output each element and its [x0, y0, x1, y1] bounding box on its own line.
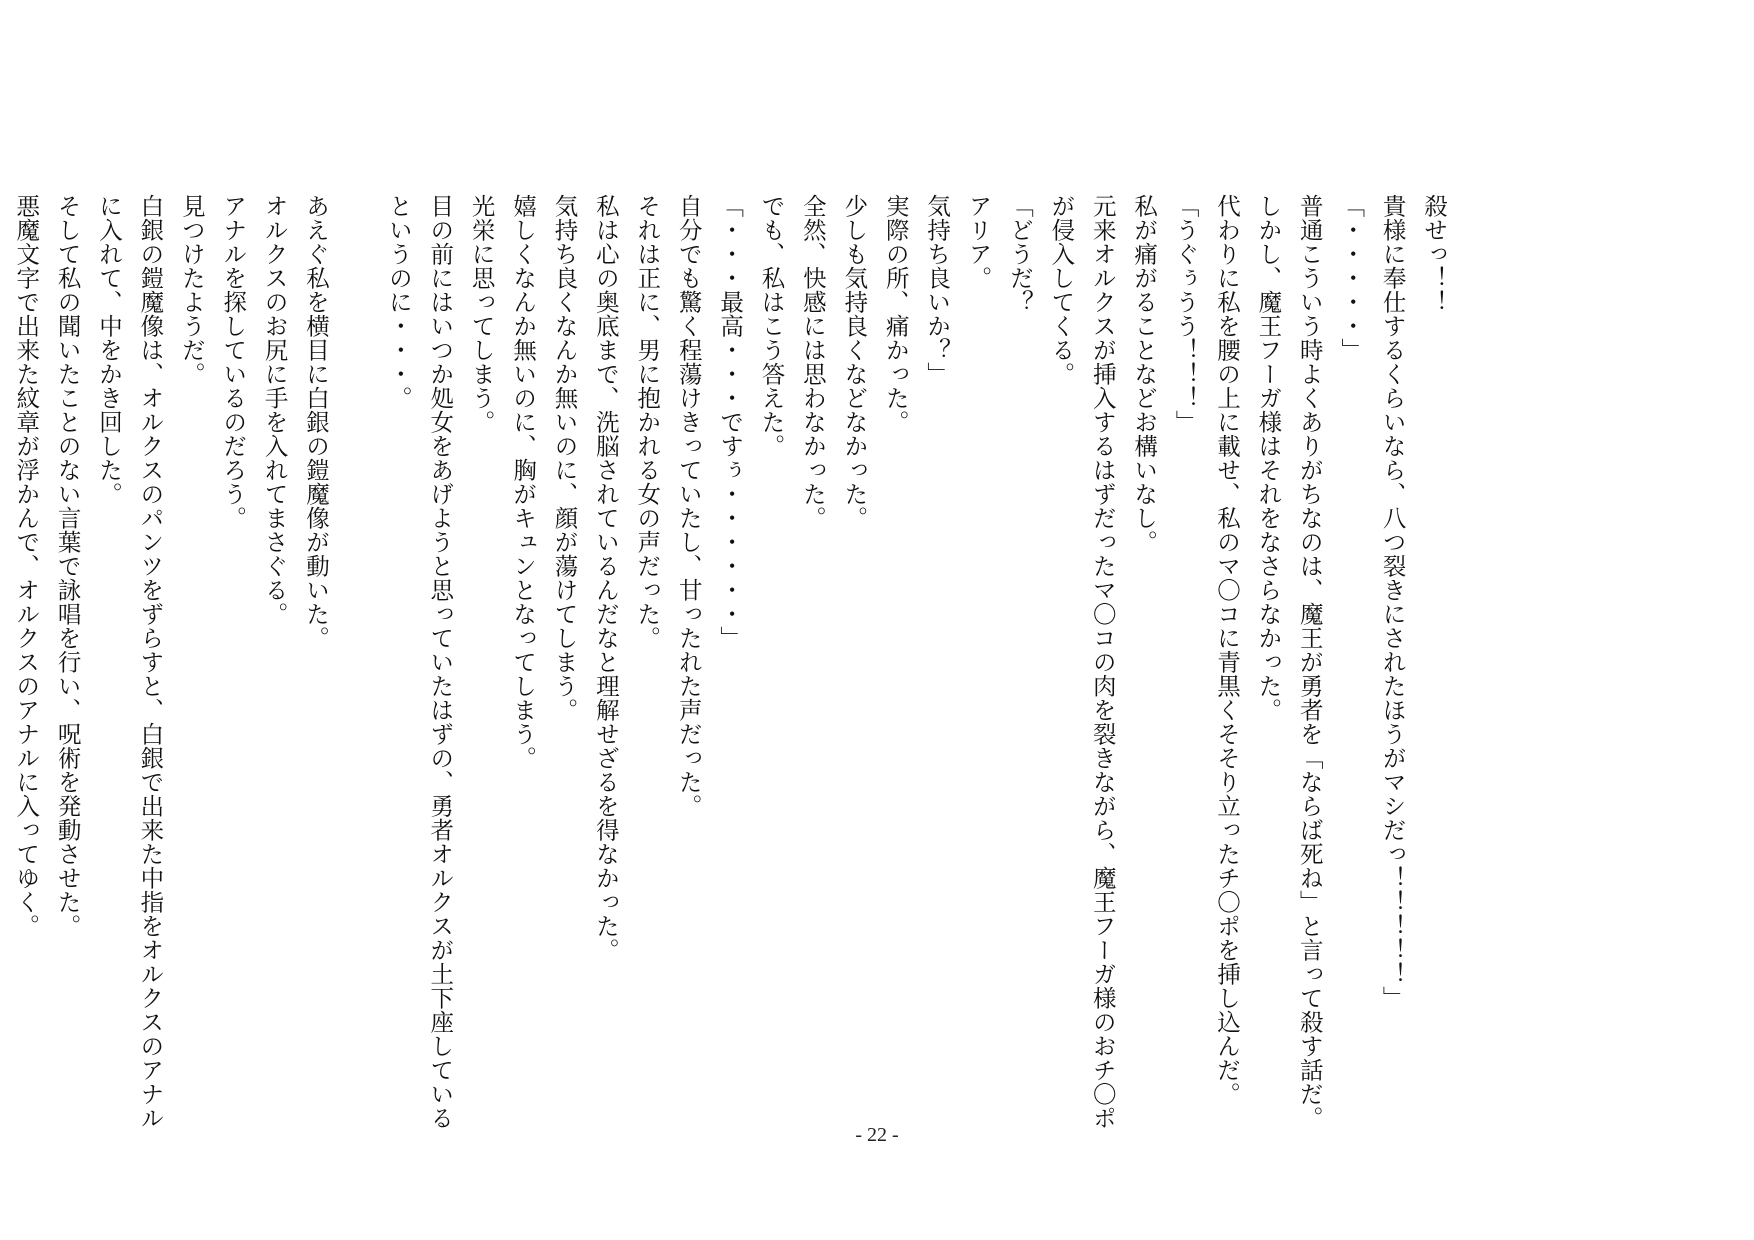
text-line: 光栄に思ってしまう。 [467, 194, 496, 434]
text-line: それは正に、男に抱かれる女の声だった。 [633, 194, 662, 650]
text-line: 私は心の奥底まで、洗脳されているんだなと理解せざるを得なかった。 [591, 194, 620, 962]
text-line: 見つけたようだ。 [177, 194, 206, 386]
text-line: 殺せっ！！ [1420, 194, 1448, 314]
text-line: 目の前にはいつか処女をあげようと思っていたはずの、勇者オルクスが土下座している [426, 194, 455, 1130]
text-line: しかし、魔王フーガ様はそれをなさらなかった。 [1254, 194, 1283, 722]
text-line: オルクスのお尻に手を入れてまさぐる。 [260, 194, 289, 626]
text-line: 気持ち良くなんか無いのに、顔が蕩けてしまう。 [550, 194, 579, 722]
text-line: 少しも気持良くなどなかった。 [840, 194, 869, 530]
page-number: - 22 - [855, 1124, 899, 1146]
text-line: アナルを探しているのだろう。 [219, 194, 248, 530]
text-line: でも、私はこう答えた。 [757, 194, 786, 458]
text-line: 嬉しくなんか無いのに、胸がキュンとなってしまう。 [509, 194, 538, 770]
text-line: 元来オルクスが挿入するはずだったマ〇コの肉を裂きながら、魔王フーガ様のおチ〇ポ [1088, 194, 1117, 1130]
text-line: が侵入してくる。 [1047, 194, 1076, 386]
text-line: あえぐ私を横目に白銀の鎧魔像が動いた。 [302, 194, 331, 650]
text-line: 全然、快感には思わなかった。 [798, 194, 827, 530]
text-line: 「・・・・・」 [1337, 194, 1366, 362]
text-line: 自分でも驚く程蕩けきっていたし、甘ったれた声だった。 [674, 194, 703, 818]
text-line: 貴様に奉仕するくらいなら、八つ裂きにされたほうがマシだっ！！！！！」 [1378, 194, 1407, 1010]
text-line: に入れて、中をかき回した。 [95, 194, 123, 506]
text-line: 「うぐぅうう！！！」 [1171, 194, 1200, 434]
text-line: 代わりに私を腰の上に載せ、私のマ〇コに青黒くそそり立ったチ〇ポを挿し込んだ。 [1212, 194, 1241, 1106]
text-line: 私が痛がることなどお構いなし。 [1130, 194, 1159, 554]
text-line: そして私の聞いたことのない言葉で詠唱を行い、呪術を発動させた。 [53, 194, 82, 938]
text-line: 「・・・最高・・・ですぅ・・・・・・」 [716, 194, 745, 650]
text-line: 白銀の鎧魔像は、オルクスのパンツをずらすと、白銀で出来た中指をオルクスのアナル [136, 194, 165, 1130]
text-line: 悪魔文字で出来た紋章が浮かんで、オルクスのアナルに入ってゆく。 [12, 194, 41, 938]
text-line: 「どうだ？ [1005, 194, 1034, 314]
text-line: 実際の所、痛かった。 [881, 194, 910, 434]
text-line [336, 194, 377, 1106]
vertical-text-body [5, 194, 1454, 1130]
text-line: 普通こういう時よくありがちなのは、魔王が勇者を「ならば死ね」と言って殺す話だ。 [1295, 194, 1324, 1130]
text-line: 気持ち良いか？」 [923, 194, 952, 386]
text-line: というのに・・・。 [384, 194, 413, 410]
text-line: アリア。 [964, 194, 993, 290]
